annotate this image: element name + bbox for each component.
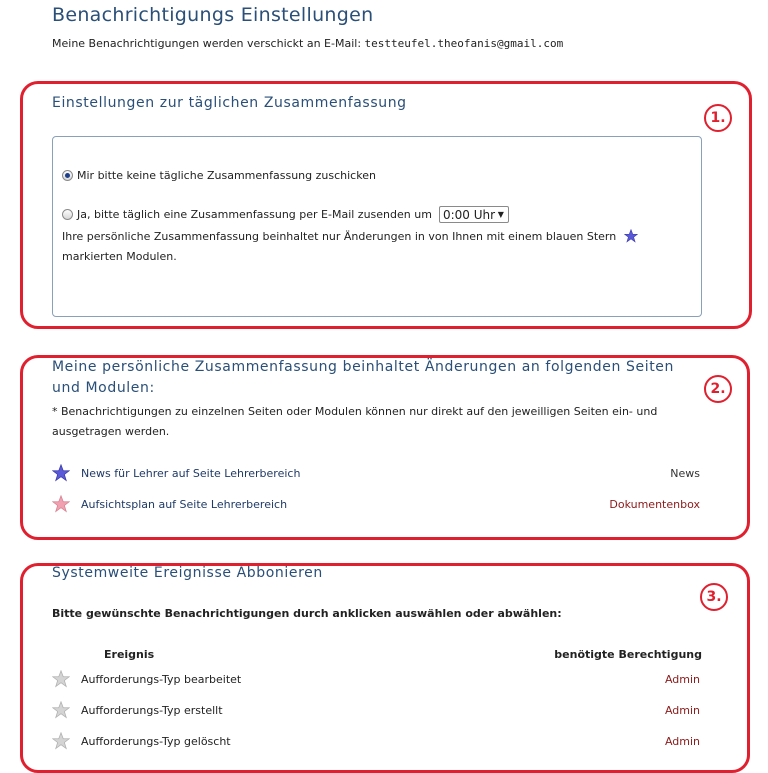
time-select[interactable] xyxy=(439,206,509,223)
personal-summary-title: Meine persönliche Zusammenfassung beinhaltet Änderungen an folgenden Seiten und Modulen: xyxy=(52,359,674,396)
time-select-value: 0:00 Uhr xyxy=(442,207,496,222)
system-events-instruction: Bitte gewünschte Benachrichtigungen durch anklicken auswählen oder abwählen: xyxy=(52,607,562,620)
module-name[interactable]: Aufsichtsplan auf Seite Lehrerbereich xyxy=(81,498,288,511)
event-name[interactable]: Aufforderungs-Typ gelöscht xyxy=(81,735,231,748)
radio-no-summary-label: Mir bitte keine tägliche Zusammenfassung zuschicken xyxy=(77,169,376,182)
annotation-badge-2: 2. xyxy=(704,375,732,403)
email-info xyxy=(52,37,563,50)
event-name[interactable]: Aufforderungs-Typ bearbeitet xyxy=(81,673,242,686)
module-row xyxy=(52,465,700,483)
radio-no-summary[interactable] xyxy=(62,170,73,181)
radio-row-daily[interactable] xyxy=(62,206,509,223)
radio-row-none[interactable] xyxy=(62,169,376,182)
radio-daily-summary-label: Ja, bitte täglich eine Zusammenfassung per E-Mail zusenden um xyxy=(77,208,432,221)
email-address: testteufel.theofanis@gmail.com xyxy=(364,37,564,50)
event-row xyxy=(52,733,700,751)
radio-daily-summary[interactable] xyxy=(62,209,73,220)
module-type: News xyxy=(670,467,700,480)
event-permission: Admin xyxy=(664,735,700,748)
daily-summary-title: Einstellungen zur täglichen Zusammenfassung xyxy=(52,95,407,111)
column-header-permission: benötigte Berechtigung xyxy=(554,648,702,661)
blue-star-icon[interactable] xyxy=(52,464,70,482)
chevron-down-icon: ▼ xyxy=(497,210,504,219)
pink-star-icon[interactable] xyxy=(52,495,70,513)
event-permission: Admin xyxy=(664,704,700,717)
page-title: Benachrichtigungs Einstellungen xyxy=(52,4,374,26)
description-text-1: Ihre persönliche Zusammenfassung beinhaltet nur Änderungen in von Ihnen mit einem blauen Stern xyxy=(62,230,617,243)
event-row xyxy=(52,702,700,720)
column-header-event: Ereignis xyxy=(104,648,155,661)
grey-star-icon[interactable] xyxy=(52,701,70,719)
daily-summary-description xyxy=(62,227,662,267)
module-name[interactable]: News für Lehrer auf Seite Lehrerbereich xyxy=(81,467,301,480)
system-events-title: Systemweite Ereignisse Abbonieren xyxy=(52,565,323,581)
email-prefix: Meine Benachrichtigungen werden verschickt an E-Mail: xyxy=(52,37,362,50)
event-name[interactable]: Aufforderungs-Typ erstellt xyxy=(81,704,223,717)
grey-star-icon[interactable] xyxy=(52,732,70,750)
module-type: Dokumentenbox xyxy=(609,498,700,511)
blue-star-icon xyxy=(624,229,638,243)
description-text-2: markierten Modulen. xyxy=(62,250,177,263)
personal-summary-note: * Benachrichtigungen zu einzelnen Seiten oder Modulen können nur direkt auf den jeweilligen Seiten ein- und ausgetragen werden. xyxy=(52,405,658,438)
annotation-badge-3: 3. xyxy=(700,583,728,611)
annotation-badge-1: 1. xyxy=(704,104,732,132)
event-permission: Admin xyxy=(664,673,700,686)
event-row xyxy=(52,671,700,689)
grey-star-icon[interactable] xyxy=(52,670,70,688)
module-row xyxy=(52,496,700,514)
